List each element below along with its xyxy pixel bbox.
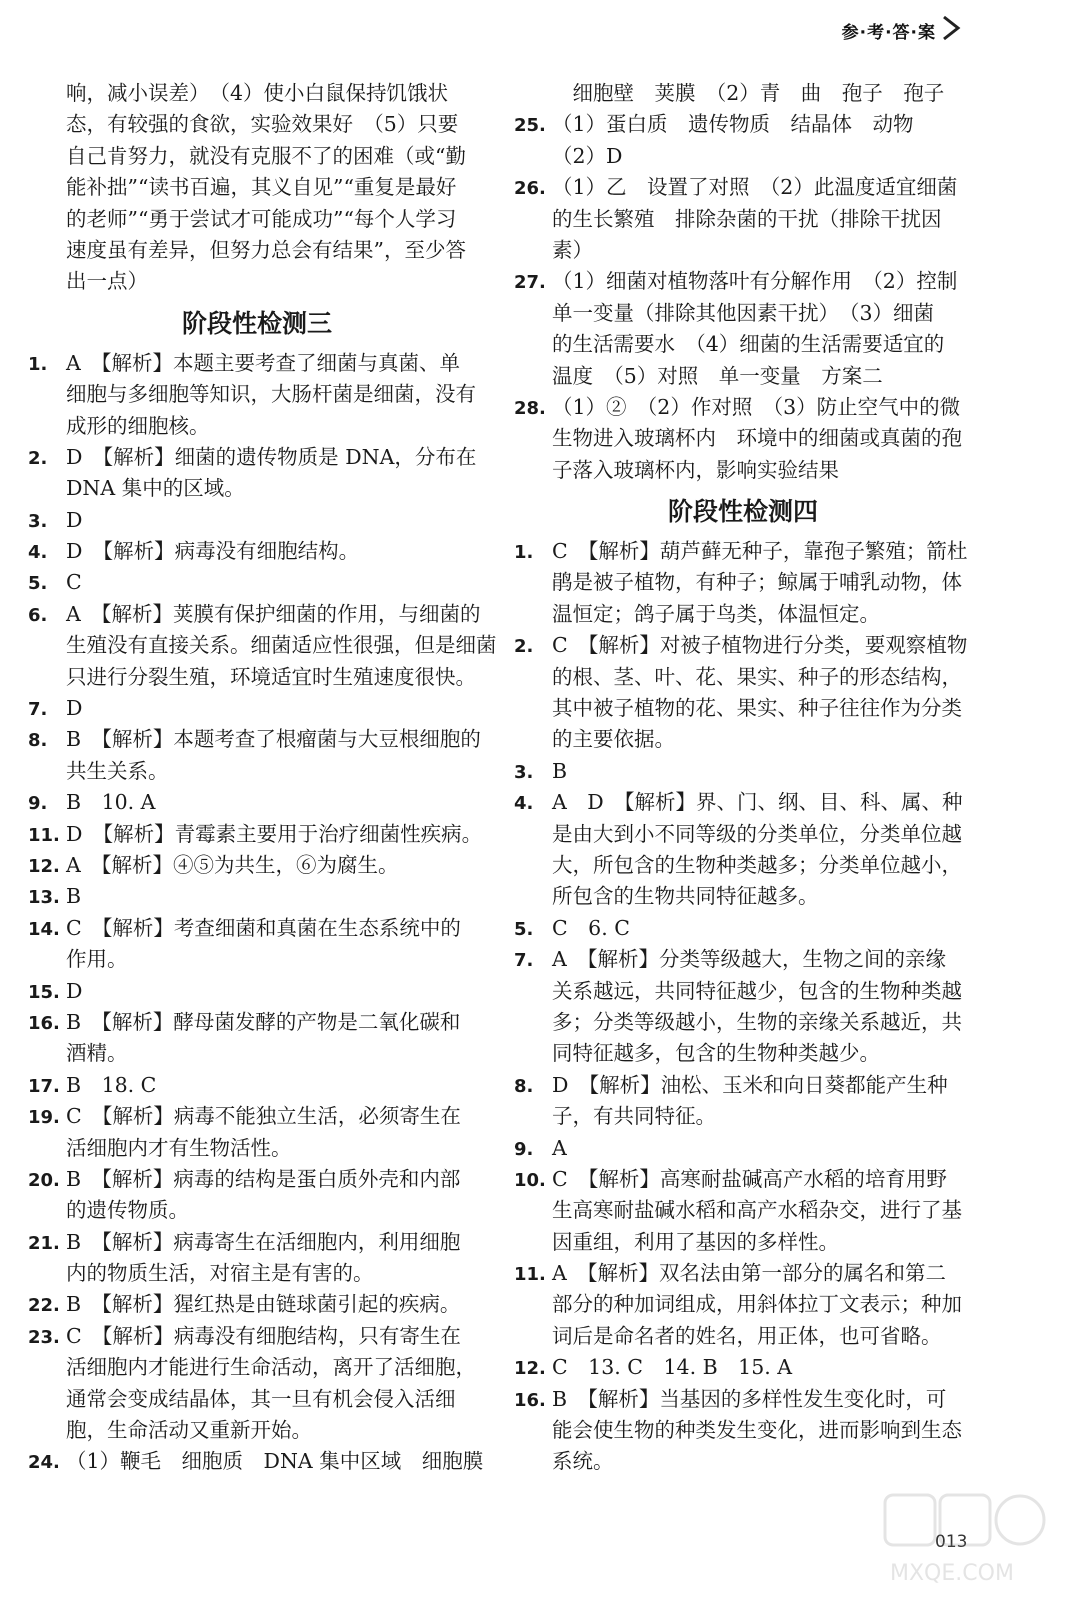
answer-continuation: 子落入玻璃杯内，影响实验结果 (552, 457, 839, 482)
answer-continuation: 同特征越多，包含的生物种类越少。 (552, 1041, 880, 1066)
answer-continuation: 多；分类等级越小，生物的亲缘关系越近，共 (552, 1009, 962, 1034)
answer-continuation: DNA 集中的区域。 (66, 476, 245, 501)
item-text: D 【解析】青霉素主要用于治疗细菌性疾病。 (66, 821, 483, 846)
item-text: A 【解析】双名法由第一部分的属名和第二 (552, 1261, 947, 1286)
item-number: 12. (28, 855, 60, 877)
answer-continuation: 部分的种加词组成，用斜体拉丁文表示；种加 (552, 1292, 962, 1317)
answer-continuation: 活细胞内才能进行生命活动，离开了活细胞， (66, 1355, 476, 1380)
item-number: 4. (28, 542, 48, 564)
right-column (514, 78, 972, 1478)
item-text: D 【解析】细菌的遗传物质是 DNA，分布在 (66, 444, 477, 469)
item-number: 21. (28, 1232, 60, 1254)
answer-item (28, 1101, 486, 1132)
answer-item (514, 913, 972, 944)
answer-item (28, 819, 486, 850)
item-number: 8. (28, 730, 48, 752)
answer-continuation: 活细胞内才有生物活性。 (66, 1135, 292, 1160)
item-number: 28. (514, 397, 546, 419)
item-text: C 【解析】病毒不能独立生活，必须寄生在 (66, 1104, 461, 1129)
item-number: 22. (28, 1295, 60, 1317)
answer-continuation: 生物进入玻璃杯内 环境中的细菌或真菌的孢 (552, 426, 962, 451)
item-text: D (66, 507, 83, 532)
section-heading: 阶段性检测三 (181, 308, 332, 338)
item-text: （1）乙 设置了对照 （2）此温度适宜细菌 (552, 175, 958, 200)
answer-continuation: 的生长繁殖 排除杂菌的干扰（排除干扰因 (552, 206, 942, 231)
item-text: C 13. C 14. B 15. A (552, 1355, 793, 1380)
answer-item (514, 392, 972, 423)
answer-item (514, 756, 972, 787)
answer-continuation: 共生关系。 (66, 758, 169, 783)
answer-continuation: 速度虽有差异，但努力总会有结果”，至少答 (66, 237, 466, 262)
answer-continuation: 的老师”“勇于尝试才可能成功”“每个人学习 (66, 206, 457, 231)
item-text: （1）蛋白质 遗传物质 结晶体 动物 (552, 112, 914, 137)
item-text: D 【解析】油松、玉米和向日葵都能产生种 (552, 1072, 948, 1097)
item-number: 1. (514, 542, 534, 564)
item-text: A 【解析】本题主要考查了细菌与真菌、单 (66, 350, 461, 375)
answer-item (28, 567, 486, 598)
item-number: 23. (28, 1326, 60, 1348)
item-text: B 10. A (66, 790, 156, 815)
answer-item (28, 693, 486, 724)
item-number: 17. (28, 1075, 60, 1097)
item-number: 16. (514, 1389, 546, 1411)
item-text: C (66, 570, 82, 595)
item-number: 5. (514, 918, 534, 940)
answer-item (514, 630, 972, 661)
item-number: 16. (28, 1012, 60, 1034)
item-text: B 【解析】酵母菌发酵的产物是二氧化碳和 (66, 1009, 461, 1034)
answer-continuation: 酒精。 (66, 1041, 128, 1066)
answer-continuation: 词后是命名者的姓名，用正体，也可省略。 (552, 1323, 942, 1348)
item-number: 27. (514, 272, 546, 294)
answer-continuation: 的遗传物质。 (66, 1198, 189, 1223)
answer-item (514, 1258, 972, 1289)
item-text: A 【解析】荚膜有保护细菌的作用，与细菌的 (66, 601, 481, 626)
item-number: 9. (514, 1138, 534, 1160)
answer-continuation: 自己肯努力，就没有克服不了的困难（或“勤 (66, 143, 466, 168)
item-number: 1. (28, 353, 48, 375)
answer-continuation: 的生活需要水 （4）细菌的生活需要适宜的 (552, 332, 945, 357)
item-text: D 【解析】病毒没有细胞结构。 (66, 539, 360, 564)
item-text: （1）鞭毛 细胞质 DNA 集中区域 细胞膜 (66, 1449, 484, 1474)
answer-continuation: 生殖没有直接关系。细菌适应性很强，但是细菌 (66, 633, 497, 658)
answer-item (28, 348, 486, 379)
answer-continuation: 胞，生命活动又重新开始。 (66, 1418, 312, 1443)
item-number: 11. (28, 824, 60, 846)
answer-item (514, 536, 972, 567)
answer-item (514, 172, 972, 203)
item-text: C 【解析】高寒耐盐碱高产水稻的培育用野 (552, 1166, 947, 1191)
answer-item (28, 1321, 486, 1352)
answer-continuation: 大，所包含的生物种类越多；分类单位越小， (552, 852, 962, 877)
answer-item (514, 787, 972, 818)
answer-continuation: 作用。 (66, 947, 128, 972)
answer-continuation: 能会使生物的种类发生变化，进而影响到生态 (552, 1418, 962, 1443)
answer-continuation: 生高寒耐盐碱水稻和高产水稻杂交，进行了基 (552, 1198, 962, 1223)
answer-continuation: 态，有较强的食欲，实验效果好 （5）只要 (66, 112, 459, 137)
item-number: 7. (28, 699, 48, 721)
item-number: 6. (28, 604, 48, 626)
item-number: 3. (514, 761, 534, 783)
answer-item (28, 536, 486, 567)
answer-continuation: 其中被子植物的花、果实、种子往往作为分类 (552, 696, 962, 721)
item-text: D (66, 978, 83, 1003)
answer-item (28, 1446, 486, 1477)
answer-continuation: 温恒定；鸽子属于鸟类，体温恒定。 (552, 601, 880, 626)
answer-item (514, 1070, 972, 1101)
item-number: 24. (28, 1452, 60, 1474)
answer-continuation: 单一变量（排除其他因素干扰） （3）细菌 (552, 300, 935, 325)
item-text: C 【解析】葫芦藓无种子，靠孢子繁殖；箭杜 (552, 539, 968, 564)
answer-continuation: 素） (552, 237, 593, 262)
item-number: 14. (28, 918, 60, 940)
item-text: B 【解析】病毒的结构是蛋白质外壳和内部 (66, 1166, 461, 1191)
answer-item (514, 1133, 972, 1164)
item-text: C 【解析】考查细菌和真菌在生态系统中的 (66, 915, 461, 940)
answer-item (514, 1352, 972, 1383)
answer-continuation: 所包含的生物共同特征越多。 (552, 884, 819, 909)
item-number: 3. (28, 510, 48, 532)
answer-continuation: 细胞与多细胞等知识，大肠杆菌是细菌，没有 (66, 382, 476, 407)
item-number: 7. (514, 950, 534, 972)
item-number: 13. (28, 887, 60, 909)
item-number: 26. (514, 178, 546, 200)
answer-continuation: 成形的细胞核。 (66, 413, 210, 438)
item-text: B 18. C (66, 1072, 157, 1097)
answer-item (28, 442, 486, 473)
answer-continuation: 内的物质生活，对宿主是有害的。 (66, 1261, 374, 1286)
answer-item (28, 1164, 486, 1195)
item-text: C 【解析】病毒没有细胞结构，只有寄生在 (66, 1323, 461, 1348)
item-text: D (66, 696, 83, 721)
answer-item (28, 913, 486, 944)
answer-continuation: 鹃是被子植物，有种子；鲸属于哺乳动物，体 (552, 570, 962, 595)
answer-item (28, 505, 486, 536)
answer-continuation: 关系越远，共同特征越少，包含的生物种类越 (552, 978, 962, 1003)
answer-item (28, 881, 486, 912)
answer-continuation: 的根、茎、叶、花、果实、种子的形态结构， (552, 664, 962, 689)
answer-continuation: 系统。 (552, 1449, 614, 1474)
answer-item (28, 1227, 486, 1258)
answer-item (28, 1070, 486, 1101)
item-text: （1）② （2）作对照 （3）防止空气中的微 (552, 394, 961, 419)
answer-continuation: 只进行分裂生殖，环境适宜时生殖速度很快。 (66, 664, 476, 689)
item-number: 9. (28, 793, 48, 815)
item-text: C 【解析】对被子植物进行分类，要观察植物 (552, 633, 968, 658)
item-text: C 6. C (552, 915, 630, 940)
answer-item (28, 1007, 486, 1038)
answer-continuation: 是由大到小不同等级的分类单位，分类单位越 (552, 821, 962, 846)
item-number: 10. (514, 1169, 546, 1191)
item-text: B (66, 884, 82, 909)
item-text: B 【解析】当基因的多样性发生变化时，可 (552, 1386, 947, 1411)
answer-continuation: 响，减小误差） （4）使小白鼠保持饥饿状 (66, 81, 449, 105)
chevron-right-icon (938, 14, 966, 42)
item-text: B 【解析】病毒寄生在活细胞内，利用细胞 (66, 1229, 461, 1254)
answer-continuation: 温度 （5）对照 单一变量 方案二 (552, 363, 883, 388)
watermark-logo (880, 1490, 1050, 1590)
answer-continuation: 能补拙”“读书百遍，其义自见”“重复是最好 (66, 175, 457, 200)
answer-item (28, 1289, 486, 1320)
answer-item (514, 944, 972, 975)
answer-continuation: 的主要依据。 (552, 727, 675, 752)
answer-continuation: 子，有共同特征。 (552, 1104, 716, 1129)
item-text: （1）细菌对植物落叶有分解作用 （2）控制 (552, 269, 958, 294)
item-text: A D 【解析】界、门、纲、目、科、属、种 (552, 790, 963, 815)
svg-text:MXQE.COM: MXQE.COM (890, 1561, 1014, 1586)
item-number: 8. (514, 1075, 534, 1097)
left-column (28, 78, 497, 1478)
item-number: 15. (28, 981, 60, 1003)
answer-item (514, 266, 972, 297)
answer-continuation: 出一点） (66, 269, 148, 294)
answer-item (28, 976, 486, 1007)
answer-item (514, 109, 972, 140)
item-number: 2. (28, 447, 48, 469)
item-text: B 【解析】猩红热是由链球菌引起的疾病。 (66, 1292, 461, 1317)
answer-continuation: 通常会变成结晶体，其一旦有机会侵入活细 (66, 1386, 456, 1411)
answer-item (28, 787, 486, 818)
item-text: A 【解析】④⑤为共生，⑥为腐生。 (66, 852, 399, 877)
item-text: A (552, 1135, 567, 1160)
item-number: 5. (28, 573, 48, 595)
item-text: A 【解析】分类等级越大，生物之间的亲缘 (552, 947, 947, 972)
item-text: B 【解析】本题考查了根瘤菌与大豆根细胞的 (66, 727, 481, 752)
item-number: 11. (514, 1264, 546, 1286)
answer-item (28, 599, 486, 630)
item-number: 25. (514, 115, 546, 137)
item-number: 19. (28, 1107, 60, 1129)
answer-item (514, 1384, 972, 1415)
item-number: 2. (514, 636, 534, 658)
answer-continuation: （2）D (552, 143, 623, 168)
answer-continuation: 因重组，利用了基因的多样性。 (552, 1229, 839, 1254)
item-number: 12. (514, 1358, 546, 1380)
answer-item (28, 724, 486, 755)
section-heading: 阶段性检测四 (667, 497, 818, 527)
section-tab-label: 参·考·答·案 (841, 23, 936, 43)
answer-item (514, 1164, 972, 1195)
answer-continuation: 细胞壁 荚膜 （2）青 曲 孢子 孢子 (552, 81, 945, 105)
page-number: 013 (935, 1532, 968, 1552)
item-number: 4. (514, 793, 534, 815)
item-text: B (552, 758, 568, 783)
item-number: 20. (28, 1169, 60, 1191)
answer-item (28, 850, 486, 881)
